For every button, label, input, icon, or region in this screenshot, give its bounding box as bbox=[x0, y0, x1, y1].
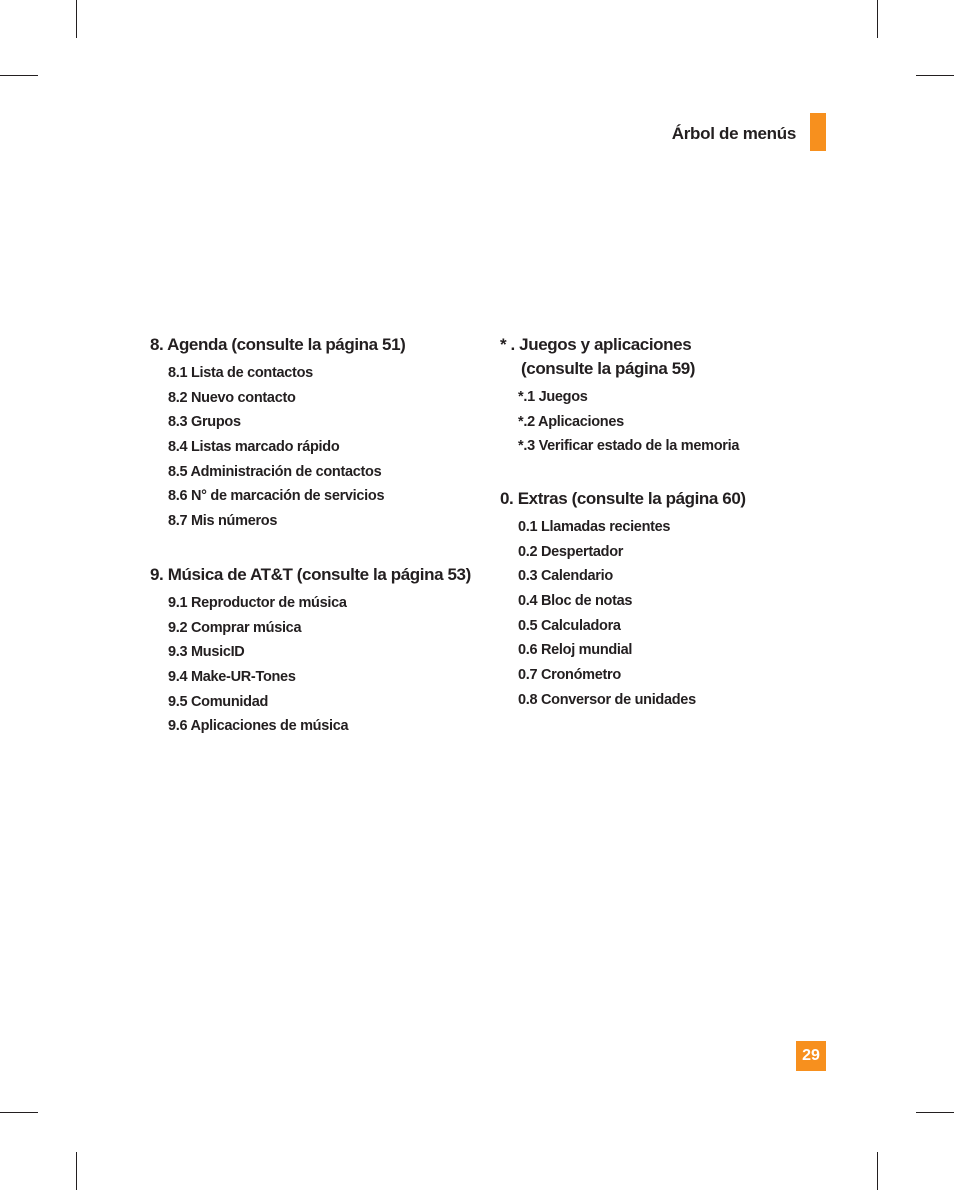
crop-mark bbox=[76, 1152, 77, 1190]
list-item: 0.8 Conversor de unidades bbox=[518, 691, 696, 708]
section-item-list bbox=[500, 515, 746, 713]
list-item: 8.6 N° de marcación de servicios bbox=[168, 488, 385, 505]
menu-section-musica bbox=[150, 563, 471, 739]
list-item: 9.6 Aplicaciones de música bbox=[168, 718, 349, 735]
list-item: 9.5 Comunidad bbox=[168, 693, 269, 710]
crop-mark bbox=[877, 1152, 878, 1190]
crop-mark bbox=[76, 0, 77, 38]
section-title-continuation: (consulte la página 59) bbox=[521, 359, 696, 378]
header-accent-tab bbox=[810, 113, 826, 151]
crop-mark bbox=[0, 75, 38, 76]
list-item: 8.4 Listas marcado rápido bbox=[168, 439, 340, 456]
list-item: 8.3 Grupos bbox=[168, 414, 241, 431]
list-item: 8.1 Lista de contactos bbox=[168, 365, 313, 381]
list-item: 0.6 Reloj mundial bbox=[518, 642, 633, 659]
section-title: 8. Agenda (consulte la página 51) bbox=[150, 335, 406, 354]
section-title: 0. Extras (consulte la página 60) bbox=[500, 489, 746, 508]
menu-section-agenda bbox=[150, 333, 405, 534]
list-item: 0.5 Calculadora bbox=[518, 617, 621, 634]
menu-section-juegos bbox=[500, 333, 739, 459]
menu-section-extras bbox=[500, 487, 746, 713]
list-item: 0.2 Despertador bbox=[518, 543, 624, 560]
list-item: *.2 Aplicaciones bbox=[518, 413, 624, 430]
section-item-list bbox=[500, 385, 739, 459]
page-number-badge: 29 bbox=[796, 1041, 826, 1071]
list-item: *.1 Juegos bbox=[518, 389, 588, 405]
crop-mark bbox=[916, 1112, 954, 1113]
section-item-list bbox=[150, 591, 471, 739]
section-item-list bbox=[150, 361, 405, 534]
list-item: 9.1 Reproductor de música bbox=[168, 595, 347, 611]
list-item: 9.2 Comprar música bbox=[168, 619, 302, 636]
list-item: 8.7 Mis números bbox=[168, 513, 278, 530]
crop-mark bbox=[916, 75, 954, 76]
list-item: 0.1 Llamadas recientes bbox=[518, 519, 671, 535]
list-item: 9.3 MusicID bbox=[168, 644, 245, 661]
crop-mark bbox=[0, 1112, 38, 1113]
list-item: *.3 Verificar estado de la memoria bbox=[518, 438, 740, 455]
page-header-title: Árbol de menús bbox=[671, 124, 796, 143]
crop-mark bbox=[877, 0, 878, 38]
list-item: 0.4 Bloc de notas bbox=[518, 593, 633, 610]
list-item: 8.5 Administración de contactos bbox=[168, 463, 382, 480]
list-item: 0.3 Calendario bbox=[518, 568, 613, 585]
section-title bbox=[500, 333, 739, 381]
list-item: 8.2 Nuevo contacto bbox=[168, 389, 296, 406]
section-title-line: * . Juegos y aplicaciones bbox=[500, 335, 692, 354]
list-item: 9.4 Make-UR-Tones bbox=[168, 669, 296, 686]
section-title: 9. Música de AT&T (consulte la página 53) bbox=[150, 565, 471, 584]
list-item: 0.7 Cronómetro bbox=[518, 667, 621, 684]
